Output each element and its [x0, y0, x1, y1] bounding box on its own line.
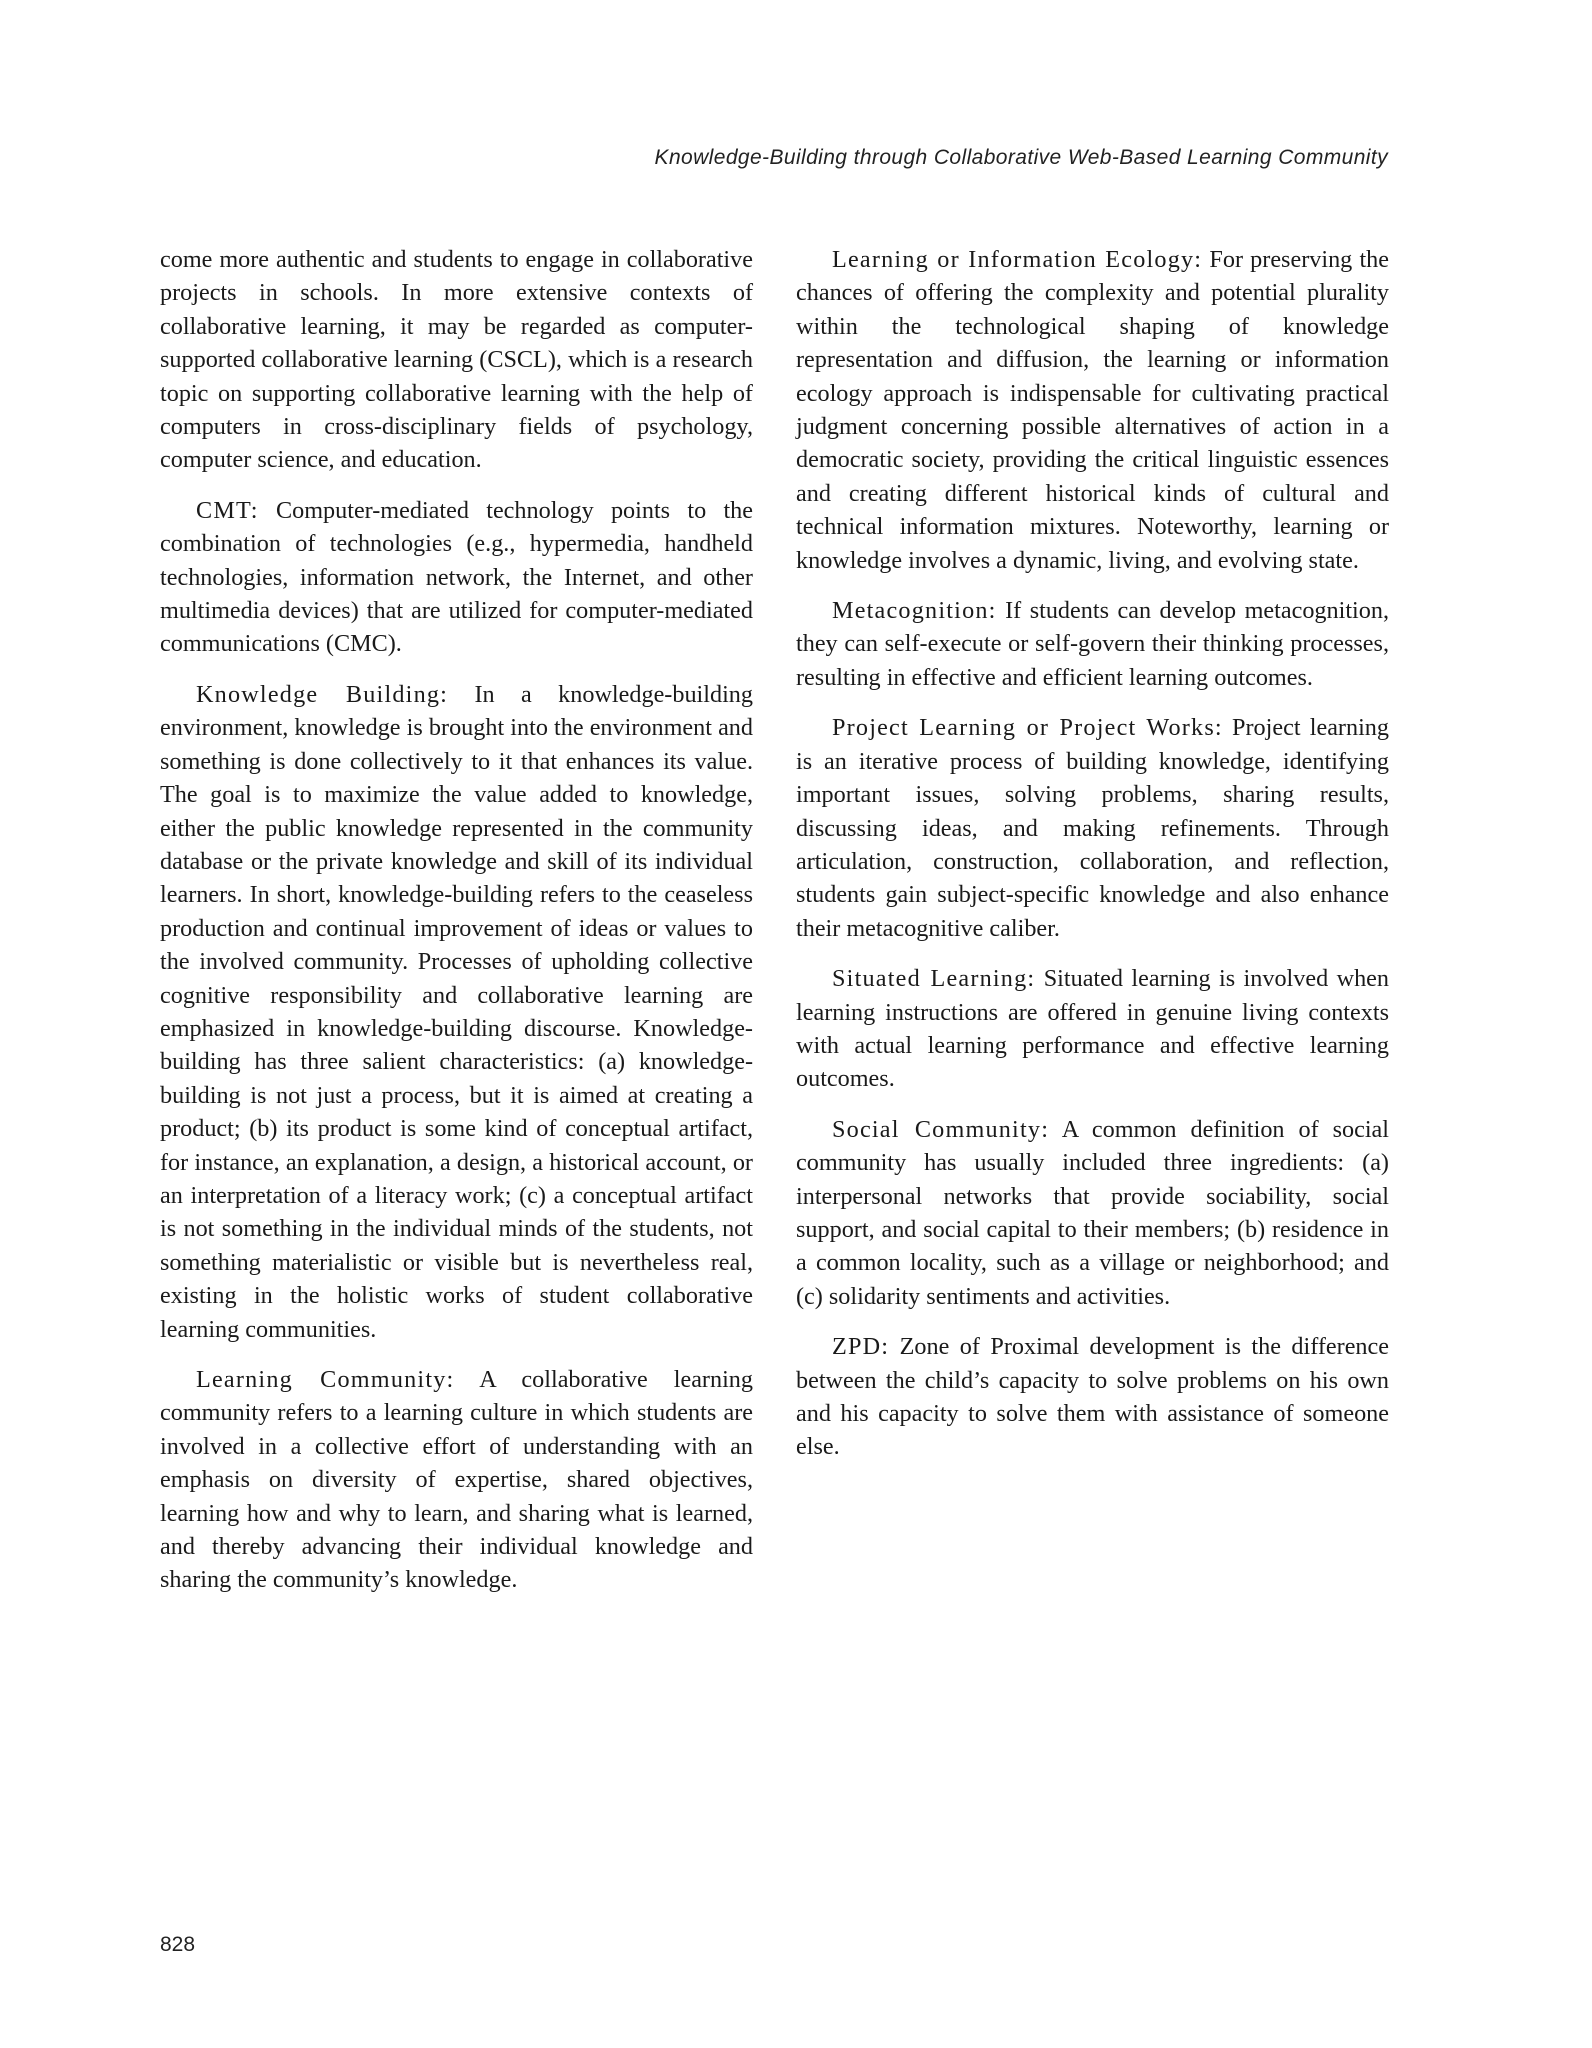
- definition-zpd: [796, 1330, 1389, 1464]
- definition-text: For preserving the chances of offering the complexity and potential plurality within the technological shaping of knowledge representation and diffusion, the learning or information ecology approach is indispensable for cultivating practical judgment concerning possible alternatives of action in a democratic society, providing the critical linguistic essences and creating different historical kinds of cultural and technical information mixtures. Noteworthy, learning or knowledge involves a dynamic, living, and evolving state.: [796, 246, 1389, 574]
- definition-learning-ecology: [796, 243, 1389, 577]
- definition-cmt: [160, 494, 753, 661]
- term-label: ZPD:: [832, 1333, 890, 1361]
- right-column: [796, 243, 1389, 1481]
- term-label: Learning Community:: [196, 1366, 455, 1393]
- definition-learning-community: [160, 1363, 753, 1597]
- definition-text: If students can develop metacognition, they can self-execute or self-govern their thinking processes, resulting in effective and efficient learning outcomes.: [796, 597, 1389, 691]
- term-label: Learning or Information Ecology:: [832, 246, 1203, 273]
- definition-text: Project learning is an iterative process of building knowledge, identifying important issues, solving problems, sharing results, discussing ideas, and making refinements. Through articulation, construction, collaboration, and reflection, students gain subject-specific knowledge and also enhance their metacognitive caliber.: [796, 714, 1389, 942]
- page-number: 828: [160, 1933, 196, 1956]
- term-label: CMT:: [196, 496, 259, 524]
- definition-knowledge-building: [160, 678, 753, 1346]
- definition-text: Zone of Proximal development is the difference between the child’s capacity to solve problems on his own and his capacity to solve them with assistance of someone else.: [796, 1333, 1389, 1461]
- continuation-paragraph: come more authentic and students to engage in collaborative projects in schools. In more extensive contexts of collaborative learning, it may be regarded as computer-supported collaborative learning (CSCL), which is a research topic on supporting collaborative learning with the help of computers in cross-disciplinary fields of psychology, computer science, and education.: [160, 246, 753, 474]
- definition-text: Computer-mediated technology points to the combination of technologies (e.g., hypermedia, handheld technologies, information network, the Internet, and other multimedia devices) that are utilized for computer-mediated communications (CMC).: [160, 496, 753, 658]
- definition-text: A collaborative learning community refers to a learning culture in which students are involved in a collective effort of understanding with an emphasis on diversity of expertise, shared objectives, learning how and why to learn, and sharing what is learned, and thereby advancing their individual knowledge and sharing the community’s knowledge.: [160, 1366, 753, 1594]
- running-header: Knowledge-Building through Collaborative Web-Based Learning Community: [654, 146, 1388, 169]
- term-label: Metacognition:: [832, 597, 997, 625]
- definition-text: Situated learning is involved when learning instructions are offered in genuine living contexts with actual learning performance and effective learning outcomes.: [796, 965, 1389, 1093]
- definition-text: A common definition of social community has usually included three ingredients: (a) interpersonal networks that provide sociability, social support, and social capital to their members; (b) residence in a common locality, such as a village or neighborhood; and (c) solidarity sentiments and activities.: [796, 1115, 1390, 1310]
- left-column: [160, 243, 753, 1614]
- term-label: Knowledge Building:: [196, 680, 449, 708]
- term-label: Social Community:: [832, 1115, 1050, 1143]
- definition-metacognition: [796, 594, 1389, 694]
- term-label: Situated Learning:: [832, 965, 1036, 993]
- definition-social-community: [796, 1113, 1389, 1313]
- definition-text: In a knowledge-building environment, knowledge is brought into the environment and something is done collectively to it that enhances its value. The goal is to maximize the value added to knowledge, either the public knowledge represented in the community database or the private knowledge and skill of its individual learners. In short, knowledge-building refers to the ceaseless production and continual improvement of ideas or values to the involved community. Processes of upholding collective cognitive responsibility and collaborative learning are emphasized in knowledge-building discourse. Knowledge-building has three salient characteristics: (a) knowledge-building is not just a process, but it is aimed at creating a product; (b) its product is some kind of conceptual artifact, for instance, an explanation, a design, a historical account, or an interpretation of a literacy work; (c) a conceptual artifact is not something in the individual minds of the students, not something materialistic or visible but is nevertheless real, existing in the holistic works of student collaborative learning communities.: [160, 680, 753, 1343]
- term-label: Project Learning or Project Works:: [832, 714, 1223, 742]
- definition-situated-learning: [796, 962, 1389, 1096]
- definition-project-learning: [796, 711, 1389, 945]
